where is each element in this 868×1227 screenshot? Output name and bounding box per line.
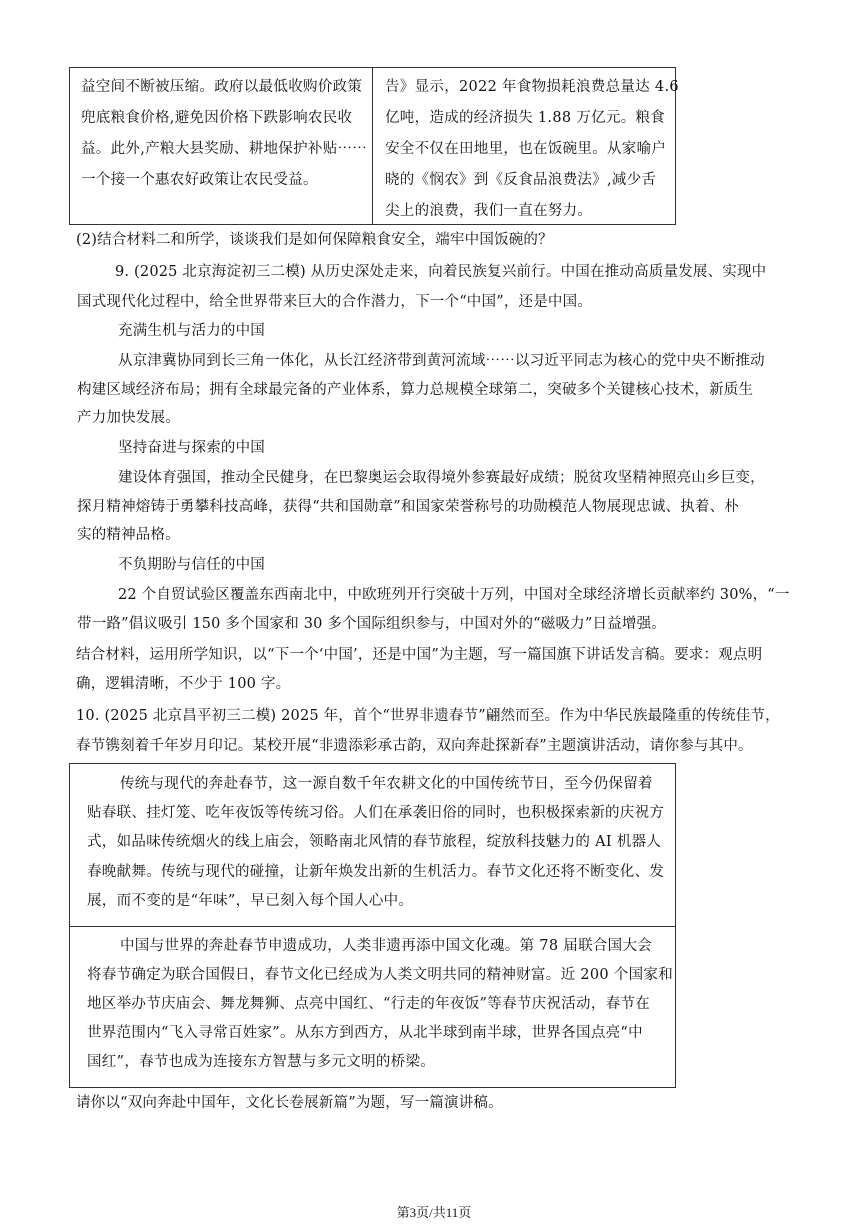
material-box-world (69, 926, 676, 1088)
section-text: 带一路”倡议吸引 150 多个国家和 30 多个国际组织参与，中国对外的“磁吸力”日益增强。 (77, 616, 666, 632)
section-text: 实的精神品格。 (77, 527, 180, 543)
section-text: 探月精神熔铸于勇攀科技高峰，获得“共和国勋章”和国家荣誉称号的功勋模范人物展现忠诚、执着、朴 (77, 499, 740, 515)
text-line: 式，如品味传统烟火的线上庙会，领略南北风情的春节旅程，绽放科技魅力的 AI 机器人 (87, 834, 662, 850)
question-9-task: 确，逻辑清晰，不少于 100 字。 (76, 676, 291, 692)
question-9-intro: 9. (2025 北京海淀初三二模) 从历史深处走来，向着民族复兴前行。中国在推动高质量发展、实现中 (115, 264, 767, 280)
material-table (69, 67, 679, 225)
question-10-intro: 春节镌刻着千年岁月印记。某校开展“非遗添彩承古韵，双向奔赴探新春”主题演讲活动，请你参与其中。 (76, 738, 753, 754)
section-text: 产力加快发展。 (77, 410, 180, 426)
material-cell-right (373, 68, 687, 224)
text-line: 晓的《悯农》到《反食品浪费法》,减少舌 (385, 172, 657, 188)
question-9-task: 结合材料，运用所学知识，以“下一个‘中国’，还是中国”为主题，写一篇国旗下讲话发言稿。要求：观点明 (76, 647, 763, 663)
text-line: 世界范围内“飞入寻常百姓家”。从东方到西方，从北半球到南半球，世界各国点亮“中 (87, 1025, 643, 1041)
text-line: 展，而不变的是“年味”，早已刻入每个国人心中。 (87, 893, 414, 909)
text-line: 亿吨，造成的经济损失 1.88 万亿元。粮食 (385, 110, 666, 126)
section-text: 构建区域经济布局；拥有全球最完备的产业体系，算力总规模全球第二，突破多个关键核心技术，新质生 (77, 382, 754, 398)
material-cell-left (70, 68, 373, 224)
text-line: 地区举办节庆庙会、舞龙舞狮、点亮中国红、“行走的年夜饭”等春节庆祝活动，春节在 (87, 996, 651, 1012)
text-line: 兜底粮食价格,避免因价格下跌影响农民收 (81, 110, 353, 126)
question-9-intro: 国式现代化过程中，给全世界带来巨大的合作潜力，下一个“中国”，还是中国。 (77, 294, 593, 310)
question-8-2: (2)结合材料二和所学，谈谈我们是如何保障粮食安全，端牢中国饭碗的？ (76, 232, 553, 248)
text-line: 春晚献舞。传统与现代的碰撞，让新年焕发出新的生机活力。春节文化还将不断变化、发 (87, 864, 665, 880)
section-text: 22 个自贸试验区覆盖东西南北中，中欧班列开行突破十万列，中国对全球经济增长贡献率约 30%，“一 (118, 587, 790, 603)
text-line: 益空间不断被压缩。政府以最低收购价政策 (81, 79, 363, 95)
text-line: 尖上的浪费，我们一直在努力。 (385, 203, 593, 219)
section-title: 坚持奋进与探索的中国 (118, 440, 265, 456)
text-line: 益。此外,产粮大县奖励、耕地保护补贴⋯⋯ (81, 141, 368, 157)
section-text: 从京津冀协同到长三角一体化，从长江经济带到黄河流域⋯⋯以习近平同志为核心的党中央不断推动 (118, 353, 765, 369)
question-10-task: 请你以“双向奔赴中国年，文化长卷展新篇”为题，写一篇演讲稿。 (76, 1095, 503, 1111)
text-line: 贴春联、挂灯笼、吃年夜饭等传统习俗。人们在承袭旧俗的同时，也积极探索新的庆祝方 (87, 805, 665, 821)
page-number: 第3页/共11页 (396, 1205, 472, 1220)
text-line: 告》显示，2022 年食物损耗浪费总量达 4.6 (385, 79, 679, 95)
material-box-tradition (69, 763, 676, 927)
text-line: 中国与世界的奔赴春节申遗成功，人类非遗再添中国文化魂。第 78 届联合国大会 (120, 938, 653, 954)
section-title: 充满生机与活力的中国 (118, 323, 265, 339)
text-line: 传统与现代的奔赴春节，这一源自数千年农耕文化的中国传统节日，至今仍保留着 (120, 776, 653, 792)
question-10-intro: 10. (2025 北京昌平初三二模) 2025 年，首个“世界非遗春节”翩然而至。作为中华民族最隆重的传统佳节， (76, 708, 780, 724)
text-line: 一个接一个惠农好政策让农民受益。 (81, 172, 318, 188)
text-line: 国红”，春节也成为连接东方智慧与多元文明的桥梁。 (87, 1054, 436, 1070)
section-text: 建设体育强国，推动全民健身，在巴黎奥运会取得境外参赛最好成绩；脱贫攻坚精神照亮山乡巨变， (118, 470, 765, 486)
text-line: 将春节确定为联合国假日，春节文化已经成为人类文明共同的精神财富。近 200 个国家和 (87, 967, 673, 983)
text-line: 安全不仅在田地里，也在饭碗里。从家喻户 (385, 141, 667, 157)
section-title: 不负期盼与信任的中国 (118, 557, 265, 573)
